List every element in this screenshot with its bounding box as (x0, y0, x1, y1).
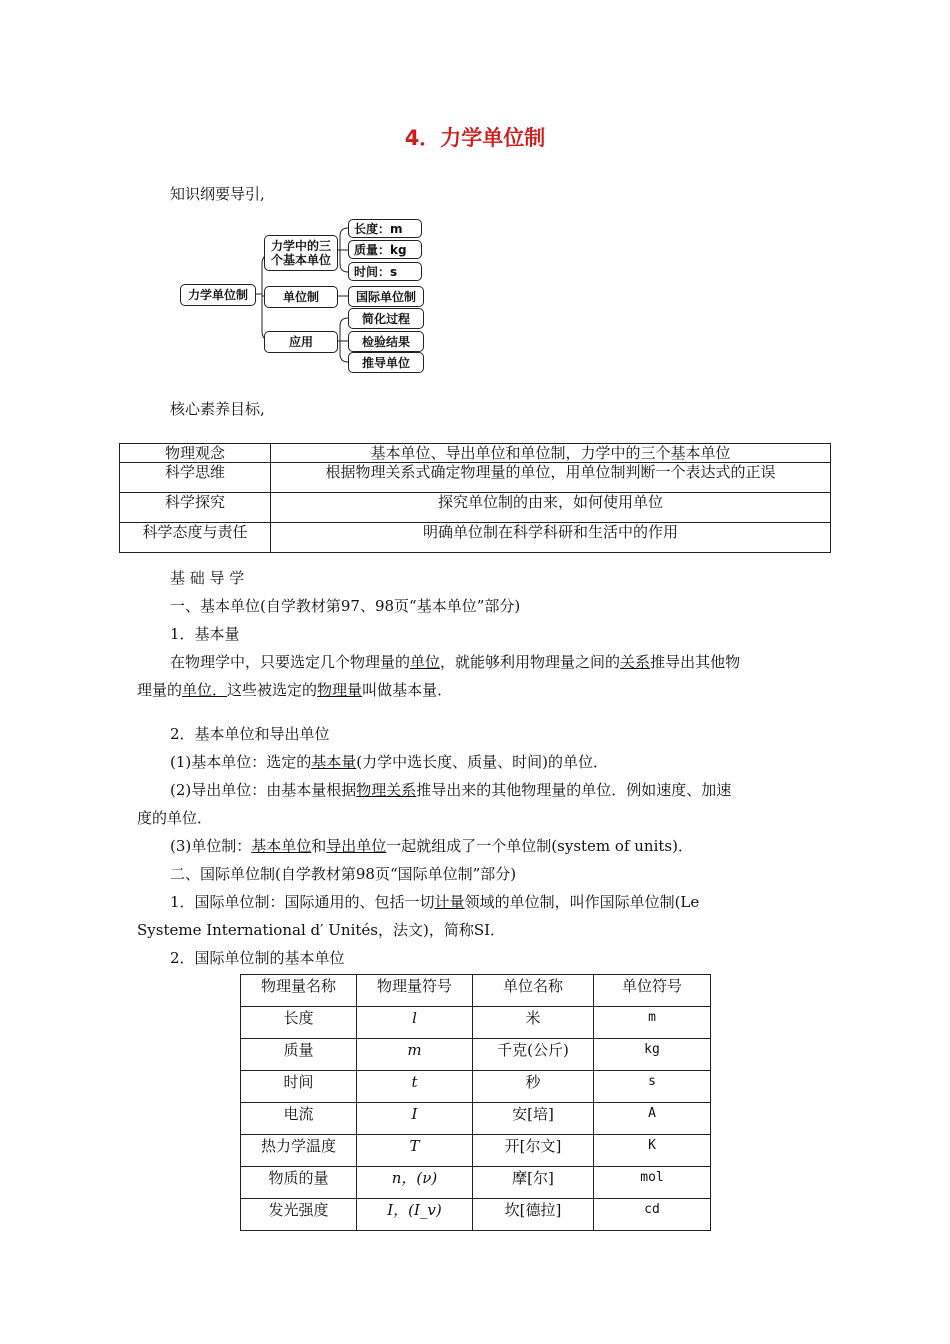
underlined-answer: 单位． (182, 681, 228, 699)
cell-unit-name: 秒 (473, 1071, 594, 1103)
table-row (241, 1167, 711, 1199)
section-2-2-heading: 2．国际单位制的基本单位 (170, 949, 345, 967)
item-derived-unit-line1 (170, 780, 731, 800)
guide-heading: 知识纲要导引, (170, 185, 265, 203)
cell-name: 发光强度 (241, 1199, 357, 1231)
item-unit-system (170, 836, 693, 856)
mindmap-leaf-si: 国际单位制 (348, 286, 424, 307)
mindmap-branch-base-units (264, 235, 338, 271)
section-2-heading: 二、国际单位制(自学教材第98页“国际单位制”部分) (170, 865, 517, 883)
text: (力学中选长度、质量、时间)的单位． (356, 753, 608, 771)
item-derived-unit-line2: 度的单位． (137, 809, 213, 827)
table-row (120, 523, 831, 553)
section-basic-heading: 基 础 导 学 (170, 569, 245, 587)
table-header-row (241, 975, 711, 1007)
core-content: 基本单位、导出单位和单位制，力学中的三个基本单位 (271, 444, 831, 463)
cell-unit-name: 千克(公斤) (473, 1039, 594, 1071)
cell-name: 质量 (241, 1039, 357, 1071)
text: 推导出来的其他物理量的单位．例如速度、加速 (416, 781, 732, 799)
mindmap-leaf-simplify: 简化过程 (348, 308, 424, 329)
table-row (241, 1135, 711, 1167)
text: 理量的 (137, 681, 183, 699)
text: 在物理学中，只要选定几个物理量的 (170, 653, 411, 671)
text: 1．国际单位制：国际通用的、包括一切 (170, 893, 435, 911)
cell-unit-name: 摩[尔] (473, 1167, 594, 1199)
branch-line-2: 个基本单位 (270, 253, 331, 267)
cell-name: 物质的量 (241, 1167, 357, 1199)
mindmap-connectors (0, 0, 950, 380)
text: 这些被选定的 (227, 681, 318, 699)
table-row (241, 1071, 711, 1103)
cell-name: 电流 (241, 1103, 357, 1135)
section-1-1-heading: 1．基本量 (170, 625, 240, 643)
cell-name: 热力学温度 (241, 1135, 357, 1167)
text: 推导出其他物 (650, 653, 741, 671)
table-row (241, 1039, 711, 1071)
mindmap-root: 力学单位制 (180, 284, 256, 306)
core-label: 科学态度与责任 (120, 523, 271, 553)
underlined-answer: 基本量 (311, 753, 357, 771)
section-1-heading: 一、基本单位(自学教材第97、98页“基本单位”部分) (170, 597, 521, 615)
cell-unit-symbol: s (594, 1071, 711, 1103)
core-label: 物理观念 (120, 444, 271, 463)
cell-unit-symbol: K (594, 1135, 711, 1167)
paragraph-si-line2: Systeme International d′ Unités，法文)，简称SI． (137, 921, 506, 939)
cell-name: 时间 (241, 1071, 357, 1103)
core-content: 明确单位制在科学科研和生活中的作用 (271, 523, 831, 553)
text: (1)基本单位：选定的 (170, 753, 312, 771)
table-row (120, 493, 831, 523)
cell-unit-symbol: mol (594, 1167, 711, 1199)
underlined-answer: 关系 (620, 653, 651, 671)
cell-symbol: T (357, 1135, 473, 1167)
underlined-answer: 导出单位 (326, 837, 387, 855)
table-row (241, 1103, 711, 1135)
core-label: 科学探究 (120, 493, 271, 523)
section-1-2-heading: 2．基本单位和导出单位 (170, 725, 330, 743)
mindmap-leaf-length: 长度：m (348, 219, 422, 238)
text: (3)单位制： (170, 837, 252, 855)
cell-symbol: l (357, 1007, 473, 1039)
page-title: 4．力学单位制 (404, 126, 546, 150)
underlined-answer: 基本单位 (251, 837, 312, 855)
mindmap-leaf-mass: 质量：kg (348, 240, 422, 259)
table-row (241, 1007, 711, 1039)
text: 叫做基本量． (362, 681, 453, 699)
cell-unit-name: 坎[德拉] (473, 1199, 594, 1231)
core-content: 根据物理关系式确定物理量的单位，用单位制判断一个表达式的正误 (271, 463, 831, 493)
text: 领域的单位制，叫作国际单位制(Le (464, 893, 700, 911)
underlined-answer: 计量 (434, 893, 465, 911)
underlined-answer: 物理关系 (356, 781, 417, 799)
core-label: 科学思维 (120, 463, 271, 493)
cell-symbol: t (357, 1071, 473, 1103)
cell-unit-name: 米 (473, 1007, 594, 1039)
cell-unit-symbol: m (594, 1007, 711, 1039)
cell-unit-symbol: cd (594, 1199, 711, 1231)
cell-unit-symbol: A (594, 1103, 711, 1135)
core-content: 探究单位制的由来，如何使用单位 (271, 493, 831, 523)
mindmap-branch-unit-system: 单位制 (264, 286, 338, 308)
header-cell: 单位符号 (594, 975, 711, 1007)
si-base-units-table (240, 974, 711, 1231)
cell-unit-symbol: kg (594, 1039, 711, 1071)
core-literacy-table (119, 443, 831, 553)
cell-symbol: I，(I_v) (357, 1199, 473, 1231)
paragraph-basic-quantity-line2 (137, 680, 452, 700)
header-cell: 物理量符号 (357, 975, 473, 1007)
header-cell: 物理量名称 (241, 975, 357, 1007)
cell-symbol: m (357, 1039, 473, 1071)
mindmap-leaf-time: 时间：s (348, 262, 422, 281)
table-row (120, 444, 831, 463)
text: ，就能够利用物理量之间的 (440, 653, 621, 671)
text: (2)导出单位：由基本量根据 (170, 781, 357, 799)
paragraph-basic-quantity-line1 (170, 652, 740, 672)
table-row (120, 463, 831, 493)
cell-name: 长度 (241, 1007, 357, 1039)
cell-unit-name: 开[尔文] (473, 1135, 594, 1167)
cell-symbol: n，(ν) (357, 1167, 473, 1199)
cell-symbol: I (357, 1103, 473, 1135)
mindmap-leaf-derive: 推导单位 (348, 352, 424, 373)
table-row (241, 1199, 711, 1231)
underlined-answer: 物理量 (317, 681, 363, 699)
branch-line-1: 力学中的三 (270, 239, 331, 253)
text: 一起就组成了一个单位制(system of units)． (386, 837, 693, 855)
mindmap-branch-application: 应用 (264, 331, 338, 353)
text: 和 (311, 837, 327, 855)
mindmap-leaf-verify: 检验结果 (348, 331, 424, 352)
underlined-answer: 单位 (410, 653, 441, 671)
cell-unit-name: 安[培] (473, 1103, 594, 1135)
header-cell: 单位名称 (473, 975, 594, 1007)
paragraph-si-line1 (170, 892, 699, 912)
item-base-unit (170, 752, 608, 772)
core-heading: 核心素养目标, (170, 400, 265, 418)
